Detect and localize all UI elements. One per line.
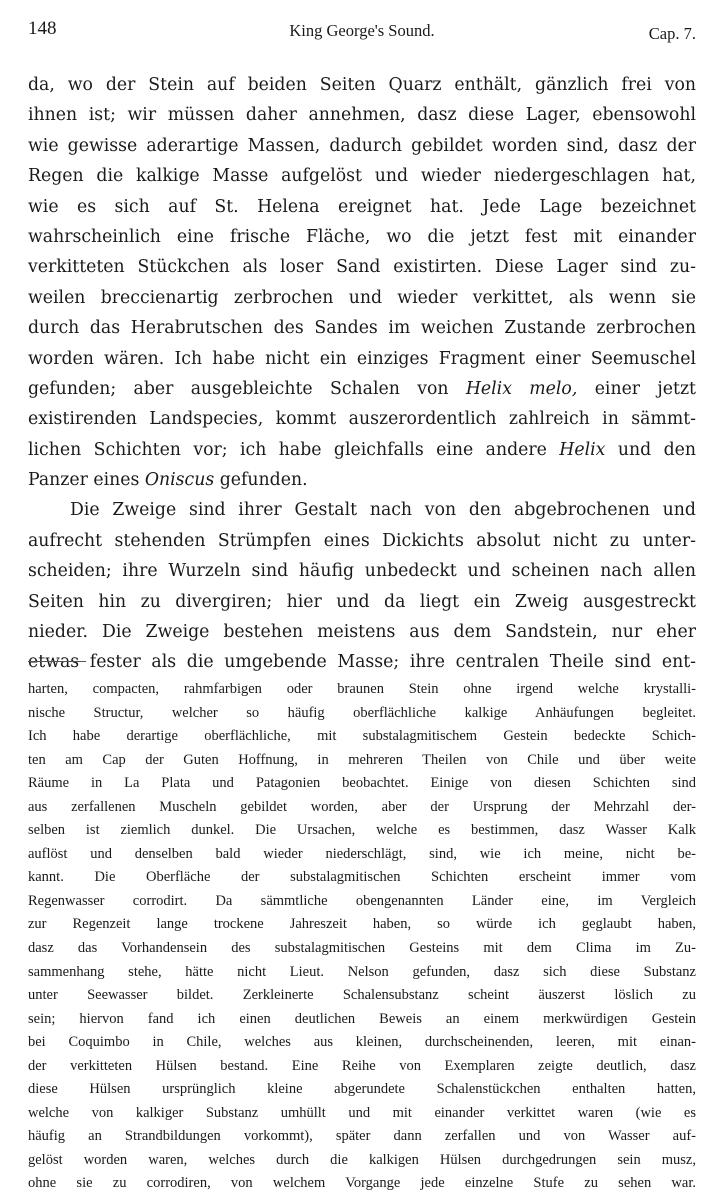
text-line: existirenden Landspecies, kommt auszerordentlich zahlreich in sämmt- [28,409,696,430]
text-line: verkitteten Stückchen als loser Sand existirten. Diese Lager sind zu- [28,257,696,278]
footnote-line: häufig an Strandbildungen vorkommt), später dann zerfallen und von Wasser auf- [28,1128,696,1145]
text-line: durch das Herabrutschen des Sandes im weichen Zustande zerbrochen [28,318,696,339]
footnote-line: bei Coquimbo in Chile, welches aus kleinen, durchscheinenden, leeren, mit einan- [28,1034,696,1051]
footnote-line: nische Structur, welcher so häufig oberflächliche kalkige Anhäufungen begleitet. [28,704,696,721]
footnote-line: Ich habe derartige oberflächliche, mit substalagmitischem Gestein bedeckte Schich- [28,728,696,745]
footnote-line: unter Seewasser bildet. Zerkleinerte Schalensubstanz scheint äuszerst löslich zu [28,987,696,1004]
footnote-line: dasz das Vorhandensein des substalagmitischen Gesteins mit dem Clima im Zu- [28,940,696,957]
footnote-line: ohne sie zu corrodiren, von welchem Vorgange jede einzelne Stufe zu sehen war. [28,1175,696,1192]
footnote-line: sammenhang stehe, hätte nicht Lieut. Nelson gefunden, dasz sich diese Substanz [28,963,696,980]
text-line: wie gewisse aderartige Massen, dadurch gebildet worden sind, dasz der [28,135,696,156]
footnote [28,678,696,1196]
italic-term: Oniscus [144,470,215,491]
footnote-line: diese Hülsen ursprünglich kleine abgerundete Schalenstückchen enthalten hatten, [28,1081,696,1098]
text-line: scheiden; ihre Wurzeln sind häufig unbedeckt und scheinen nach allen [28,561,696,582]
footnote-line: ten am Cap der Guten Hoffnung, in mehreren Theilen von Chile und über weite [28,751,696,768]
running-title: King George's Sound. [289,21,435,40]
main-text [28,70,696,678]
page-header [28,18,696,48]
text-line: aufrecht stehenden Strümpfen eines Dickichts absolut nicht zu unter- [28,530,696,551]
footnote-line: auflöst und denselben bald wieder niederschlägt, sind, wie ich meine, nicht be- [28,845,696,862]
chapter-label: Cap. 7. [648,24,696,43]
text-line: etwas fester als die umgebende Masse; ihre centralen Theile sind ent- [28,652,696,673]
italic-term: Helix [559,439,606,460]
footnote-line: aus zerfallenen Muscheln gebildet worden, aber der Ursprung der Mehrzahl der- [28,798,696,815]
text-line: Die Zweige sind ihrer Gestalt nach von den abgebrochenen und [70,500,696,521]
text-line: Regen die kalkige Masse aufgelöst und wieder niedergeschlagen hat, [28,166,696,187]
text-line: weilen breccienartig zerbrochen und wieder verkittet, als wenn sie [28,287,696,308]
footnote-line: harten, compacten, rahmfarbigen oder braunen Stein ohne irgend welche krystalli- [28,681,696,697]
footnote-line: zur Regenzeit lange trockene Jahreszeit haben, so würde ich geglaubt haben, [28,916,696,933]
footnote-line: kannt. Die Oberfläche der substalagmitischen Schichten erscheint immer vom [28,869,696,886]
italic-term: Helix melo, [465,378,578,399]
footnote-line: Regenwasser corrodirt. Da sämmtliche obengenannten Länder eine, im Vergleich [28,892,696,909]
text-line: Seiten hin zu divergiren; hier und da liegt ein Zweig ausgestreckt [28,591,696,612]
footnote-line: der verkitteten Hülsen bestand. Eine Reihe von Exemplaren zeigte deutlich, dasz [28,1057,696,1074]
text-line: wie es sich auf St. Helena ereignet hat. Jede Lage bezeichnet [28,196,696,217]
text-line: gefunden; aber ausgebleichte Schalen von Helix melo, einer jetzt [28,378,696,399]
text-line: wahrscheinlich eine frische Fläche, wo die jetzt fest mit einander [28,226,696,247]
footnote-line: sein; hiervon fand ich einen deutlichen Beweis an einem merkwürdigen Gestein [28,1010,696,1027]
text-line: ihnen ist; wir müssen daher annehmen, dasz diese Lager, ebensowohl [28,105,696,126]
text-line: nieder. Die Zweige bestehen meistens aus dem Sandstein, nur eher [28,622,696,643]
footnote-line: welche von kalkiger Substanz umhüllt und mit einander verkittet waren (wie es [28,1104,696,1121]
text-line: lichen Schichten vor; ich habe gleichfalls eine andere Helix und den [28,439,696,460]
footnote-line: Räume in La Plata und Patagonien beobachtet. Einige von diesen Schichten sind [28,775,696,792]
footnote-line: gelöst worden waren, welches durch die kalkigen Hülsen durchgedrungen sein musz, [28,1151,696,1168]
footnote-line: selben ist ziemlich dunkel. Die Ursachen, welche es bestimmen, dasz Wasser Kalk [28,822,696,839]
text-line: da, wo der Stein auf beiden Seiten Quarz enthält, gänzlich frei von [28,75,696,95]
text-line: worden wären. Ich habe nicht ein einziges Fragment einer Seemuschel [28,348,696,369]
text-line: Panzer eines Oniscus gefunden. [28,470,308,491]
page-number: 148 [28,18,57,39]
footnote-divider [28,661,86,662]
